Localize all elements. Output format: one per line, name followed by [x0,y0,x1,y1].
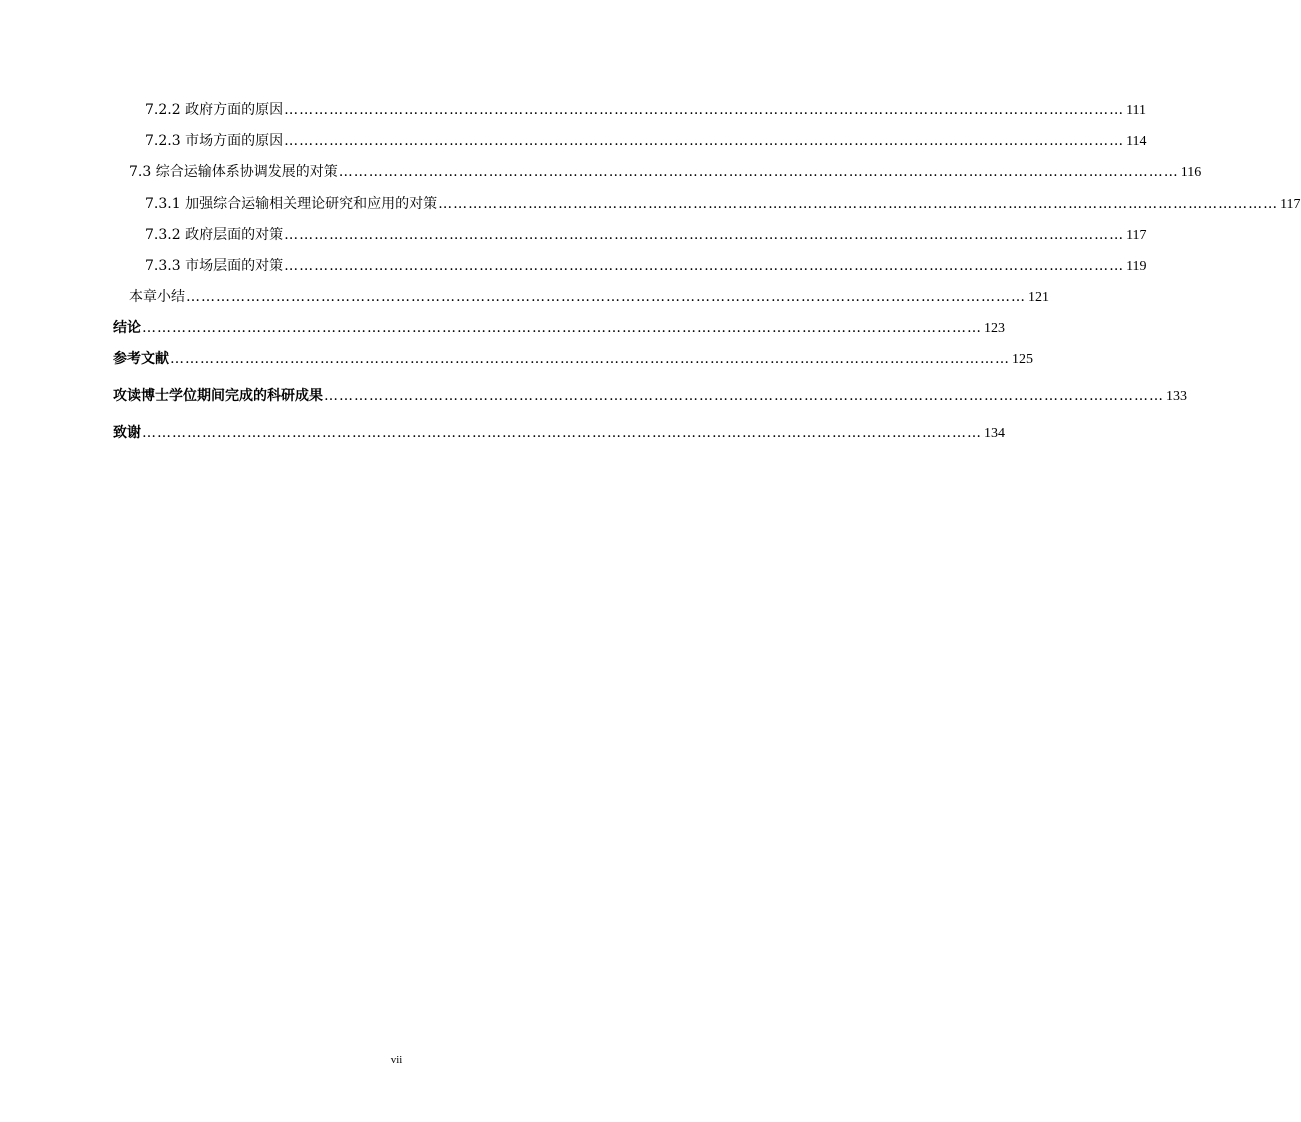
toc-entry-title: 7.3.3 市场层面的对策 [145,258,284,274]
toc-entry-title: 7.3 综合运输体系协调发展的对策 [129,164,338,180]
toc-dot-leader: …………………………………………………………………………………………………………………………………………………… [170,351,1010,367]
toc-entry-title: 致谢 [113,425,141,441]
toc-dot-leader: …………………………………………………………………………………………………………………………………………………… [186,289,1026,305]
toc-entry-conclusion[interactable] [113,318,1005,338]
toc-entry-page: 133 [1166,389,1187,404]
toc-entry-references[interactable] [113,349,1033,369]
toc-entry-page: 117 [1126,228,1147,243]
toc-dot-leader: …………………………………………………………………………………………………………………………………………………… [324,388,1164,404]
toc-entry-page: 114 [1126,134,1147,149]
toc-entry-acknowledgements[interactable] [113,423,1005,443]
footer-page-number: vii [390,1054,403,1066]
toc-entry-7-3-2[interactable] [145,225,1147,245]
toc-entry-title: 结论 [113,320,141,336]
toc-entry-chapter-summary[interactable] [129,287,1049,307]
toc-dot-leader: …………………………………………………………………………………………………………………………………………………… [284,102,1125,118]
toc-entry-page: 116 [1180,165,1202,180]
toc-dot-leader: …………………………………………………………………………………………………………………………………………………… [142,320,982,336]
toc-entry-title: 本章小结 [129,289,185,305]
toc-dot-leader: …………………………………………………………………………………………………………………………………………………… [438,196,1279,212]
toc-dot-leader: …………………………………………………………………………………………………………………………………………………… [142,425,982,441]
toc-entry-page: 125 [1012,352,1033,367]
toc-entry-page: 111 [1126,103,1147,118]
toc-entry-page: 119 [1126,259,1147,274]
toc-entry-research-achievements[interactable] [113,386,1187,406]
toc-entry-7-3[interactable] [129,162,1202,182]
toc-entry-7-2-3[interactable] [145,131,1147,151]
toc-dot-leader: …………………………………………………………………………………………………………………………………………………… [284,227,1125,243]
toc-entry-title: 攻读博士学位期间完成的科研成果 [113,388,323,404]
toc-dot-leader: …………………………………………………………………………………………………………………………………………………… [284,133,1125,149]
toc-entry-title: 7.2.3 市场方面的原因 [145,133,284,149]
toc-entry-page: 134 [984,426,1005,441]
toc-entry-7-3-3[interactable] [145,256,1147,276]
toc-entry-7-2-2[interactable] [145,100,1147,120]
toc-entry-title: 7.3.1 加强综合运输相关理论研究和应用的对策 [145,196,438,212]
toc-dot-leader: …………………………………………………………………………………………………………………………………………………… [284,258,1125,274]
toc-entry-title: 参考文献 [113,351,169,367]
toc-entry-page: 123 [984,321,1005,336]
toc-dot-leader: …………………………………………………………………………………………………………………………………………………… [338,164,1179,180]
toc-entry-page: 121 [1028,290,1049,305]
toc-entry-title: 7.3.2 政府层面的对策 [145,227,284,243]
toc-entry-7-3-1[interactable] [145,194,1301,214]
toc-entry-title: 7.2.2 政府方面的原因 [145,102,284,118]
toc-entry-page: 117 [1280,197,1301,212]
